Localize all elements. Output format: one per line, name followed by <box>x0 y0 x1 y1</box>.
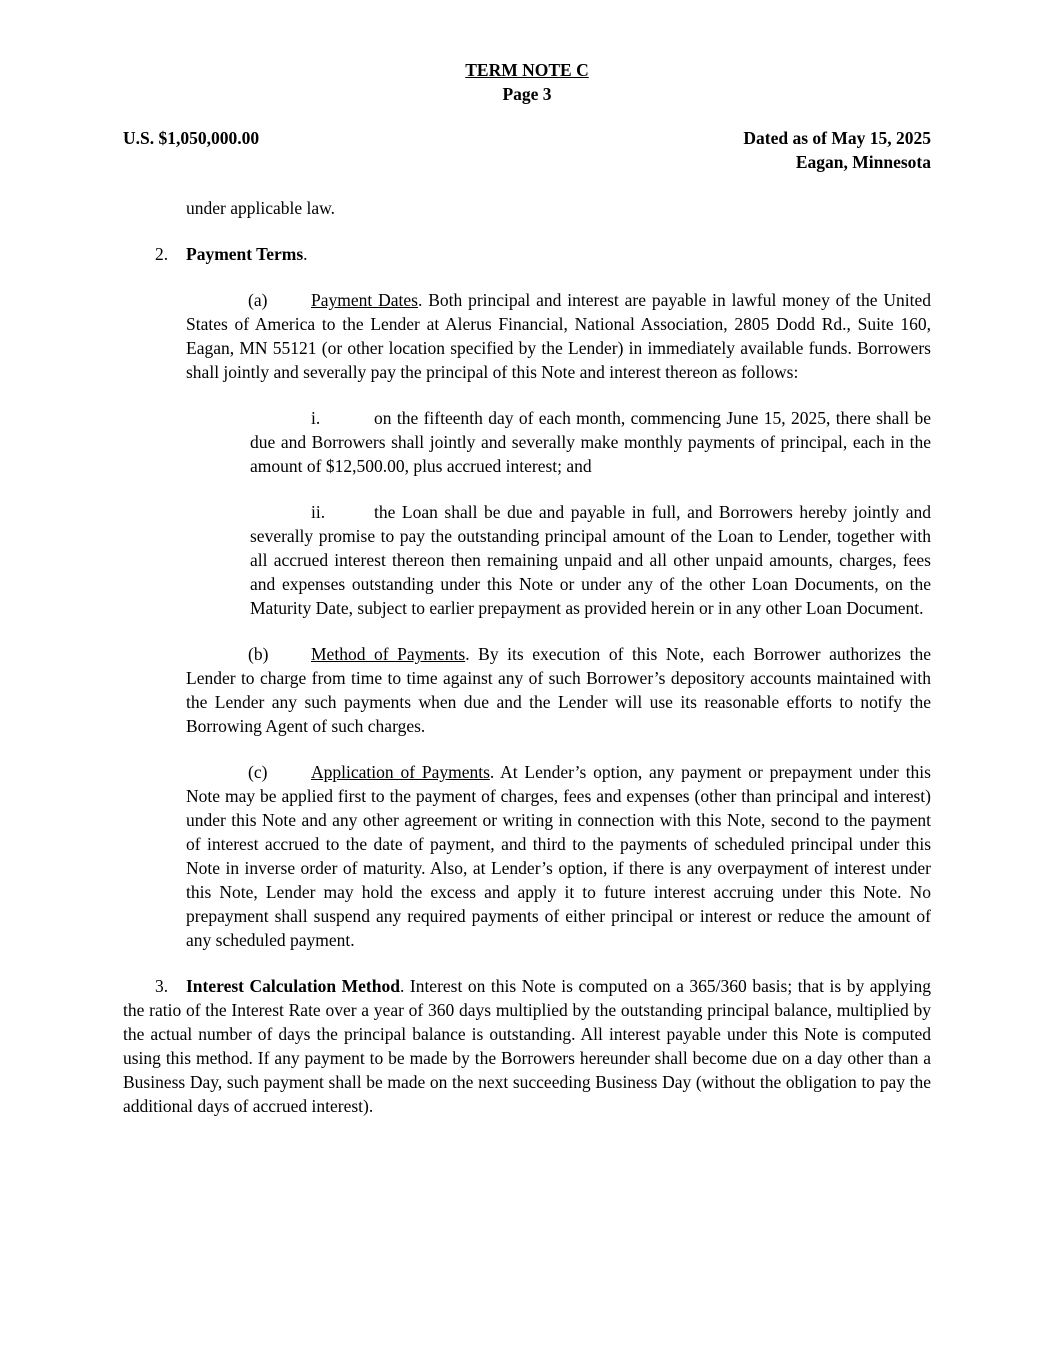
paragraph-c-marker: (c) <box>248 762 268 782</box>
location-line: Eagan, Minnesota <box>795 152 931 172</box>
paragraph-c <box>186 760 931 952</box>
paragraph-b-marker: (b) <box>248 644 269 664</box>
paragraph-b-lead: Method of Payments <box>311 644 466 664</box>
section-3-text: . Interest on this Note is computed on a 365/360 basis; that is by applying the ratio of the Interest Rate over a year of 360 days multiplied by the outstanding principal balance, multiplied by the actual number of days the principal balance is outstanding. All interest payable under this Note is computed using this method. If any payment to be made by the Borrowers hereunder shall become due on a day other than a Business Day, such payment shall be made on the next succeeding Business Day (without the obligation to pay the additional days of accrued interest). <box>123 976 932 1116</box>
document-title: TERM NOTE C <box>465 60 589 80</box>
subitem-ii <box>250 500 931 620</box>
section-2-heading <box>123 242 931 266</box>
paragraph-b-text: . By its execution of this Note, each Borrower authorizes the Lender to charge from time to time against any of such Borrower’s depository accounts maintained with the Lender any such payments when due and the Lender will use its reasonable efforts to notify the Borrowing Agent of such charges. <box>186 644 931 736</box>
page-number: Page 3 <box>502 84 552 104</box>
subitem-i-marker: i. <box>311 408 321 428</box>
subitem-ii-marker: ii. <box>311 502 326 522</box>
meta-row <box>123 126 931 174</box>
subitem-ii-text: the Loan shall be due and payable in full, and Borrowers hereby jointly and severally promise to pay the outstanding principal amount of the Loan to Lender, together with all accrued interest thereon then remaining unpaid and all other unpaid amounts, charges, fees and expenses outstanding under this Note or under any of the other Loan Documents, on the Maturity Date, subject to earlier prepayment as provided herein or in any other Loan Document. <box>250 502 931 618</box>
paragraph-a-lead: Payment Dates <box>311 290 418 310</box>
document-title-line <box>123 58 931 82</box>
section-3-title: Interest Calculation Method <box>186 976 400 996</box>
date-block <box>743 126 931 174</box>
paragraph-a <box>186 288 931 384</box>
section-2-number: 2. <box>155 244 169 264</box>
section-3-number: 3. <box>155 976 169 996</box>
paragraph-a-marker: (a) <box>248 290 268 310</box>
continuation-text: under applicable law. <box>186 198 336 218</box>
document-header <box>123 58 931 106</box>
note-amount: U.S. $1,050,000.00 <box>123 128 260 148</box>
section-2-title: Payment Terms <box>186 244 304 264</box>
dated-line: Dated as of May 15, 2025 <box>743 128 931 148</box>
paragraph-c-lead: Application of Payments <box>311 762 490 782</box>
section-2-title-period: . <box>303 244 308 264</box>
paragraph-b <box>186 642 931 738</box>
paragraph-a-text: . Both principal and interest are payable in lawful money of the United States of America to the Lender at Alerus Financial, National Association, 2805 Dodd Rd., Suite 160, Eagan, MN 55121 (or other location specified by the Lender) in immediately available funds. Borrowers shall jointly and severally pay the principal of this Note and interest thereon as follows: <box>186 290 931 382</box>
subitem-i-text: on the fifteenth day of each month, commencing June 15, 2025, there shall be due and Borrowers shall jointly and severally make monthly payments of principal, each in the amount of $12,500.00, plus accrued interest; and <box>250 408 931 476</box>
subitem-i <box>250 406 931 478</box>
paragraph-c-text: . At Lender’s option, any payment or prepayment under this Note may be applied first to the payment of charges, fees and expenses (other than principal and interest) under this Note and any other agreement or writing in connection with this Note, second to the payment of interest accrued to the date of payment, and third to the payments of scheduled principal under this Note in inverse order of maturity. Also, at Lender’s option, if there is any overpayment of interest under this Note, Lender may hold the excess and apply it to future interest accruing under this Note. No prepayment shall suspend any required payments of either principal or interest or reduce the amount of any scheduled payment. <box>186 762 931 950</box>
section-3 <box>123 974 931 1118</box>
